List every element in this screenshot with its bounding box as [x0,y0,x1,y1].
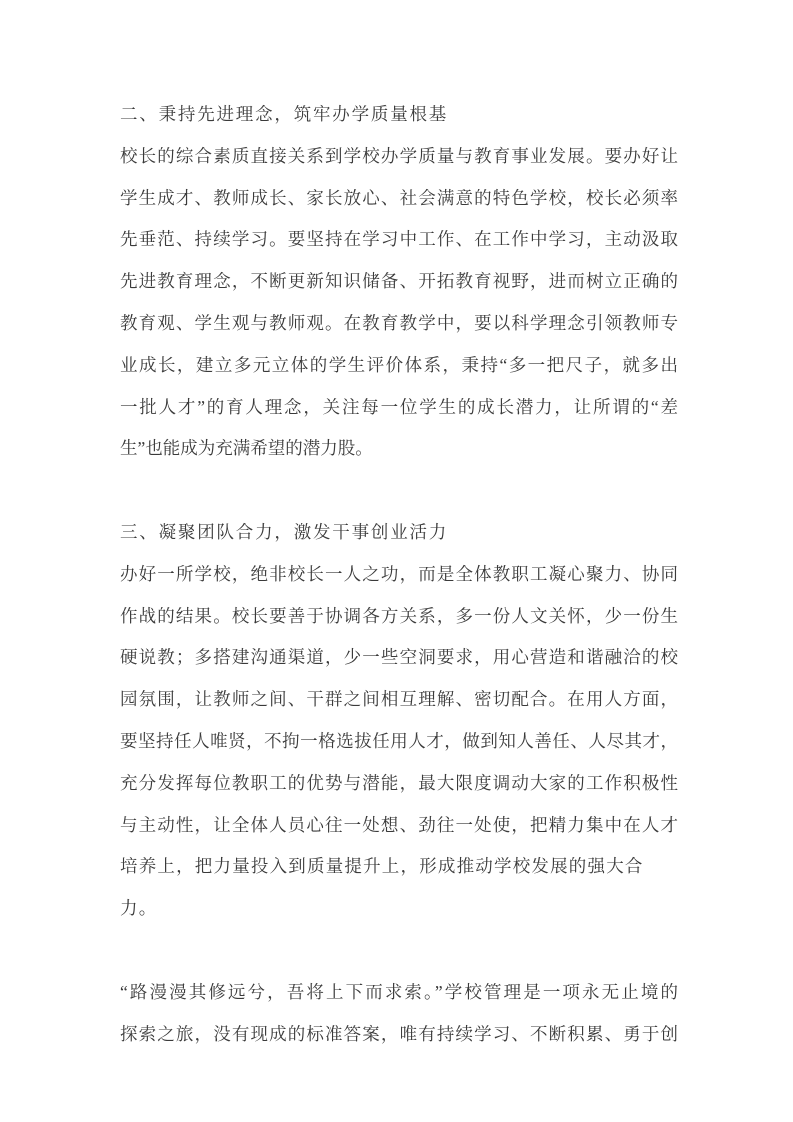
text-line: 生”也能成为充满希望的潜力股。 [120,438,373,459]
text-line: 要坚持任人唯贤，不拘一格选拔任用人才，做到知人善任、人尽其才， [120,730,678,751]
text-line: 校长的综合素质直接关系到学校办学质量与教育事业发展。要办好让 [120,145,678,166]
text-line: 园氛围，让教师之间、干群之间相互理解、密切配合。在用人方面， [120,689,678,710]
text-line: 硬说教；多搭建沟通渠道，少一些空洞要求，用心营造和谐融洽的校 [120,647,678,668]
text-line: 办好一所学校，绝非校长一人之功，而是全体教职工凝心聚力、协同 [120,563,678,584]
blank-line [120,930,678,972]
text-line: 与主动性，让全体人员心往一处想、劲往一处使，把精力集中在人才 [120,814,678,835]
text-line: 充分发挥每位教职工的优势与潜能，最大限度调动大家的工作积极性 [120,772,678,793]
text-line: 培养上，把力量投入到质量提升上，形成推动学校发展的强大合力。 [120,856,644,919]
document-content [120,94,678,1055]
text-line: 先垂范、持续学习。要坚持在学习中工作、在工作中学习，主动汲取 [120,229,678,250]
text-line: “路漫漫其修远兮，吾将上下而求索。”学校管理是一项永无止境的 [120,981,678,1002]
blank-line [120,470,678,512]
section-2-heading: 三、凝聚团队合力，激发干事创业活力 [120,521,449,542]
text-line: 教育观、学生观与教师观。在教育教学中，要以科学理念引领教师专 [120,312,678,333]
text-line: 学生成才、教师成长、家长放心、社会满意的特色学校，校长必须率 [120,187,678,208]
text-line: 业成长，建立多元立体的学生评价体系，秉持“多一把尺子，就多出 [120,354,678,375]
text-line: 作战的结果。校长要善于协调各方关系，多一份人文关怀，少一份生 [120,605,678,626]
text-line: 一批人才”的育人理念，关注每一位学生的成长潜力，让所谓的“差 [120,396,678,417]
text-line: 先进教育理念，不断更新知识储备、开拓教育视野，进而树立正确的 [120,271,678,292]
text-line: 探索之旅，没有现成的标准答案，唯有持续学习、不断积累、勇于创 [120,1023,678,1044]
section-1-heading: 二、秉持先进理念，筑牢办学质量根基 [120,104,449,124]
